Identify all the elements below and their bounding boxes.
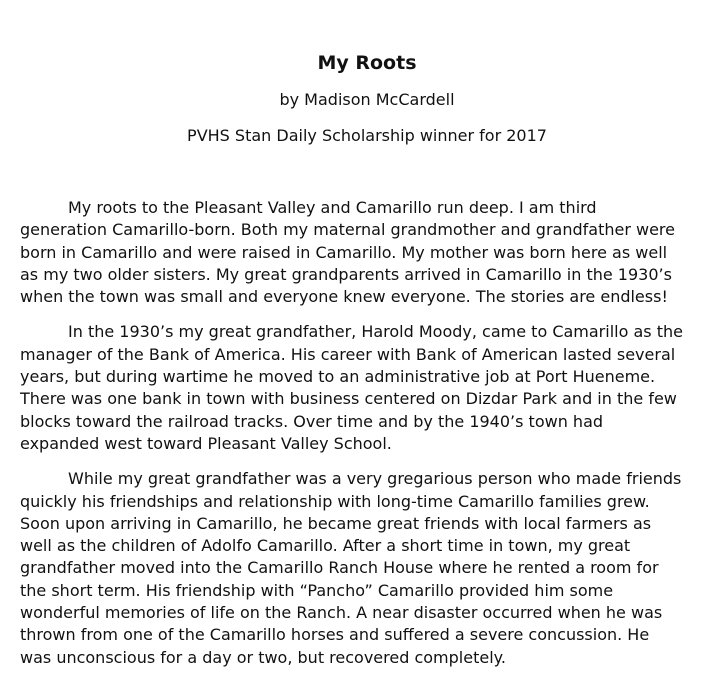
text-line: grandfather moved into the Camarillo Ranch House where he rented a room for (20, 558, 659, 578)
text-line: My roots to the Pleasant Valley and Camarillo run deep. I am third (68, 198, 597, 217)
text-line: Soon upon arriving in Camarillo, he became great friends with local farmers as (20, 513, 652, 533)
paragraph (20, 197, 720, 308)
text-line: manager of the Bank of America. His career with Bank of American lasted several (20, 344, 676, 364)
text-line: While my great grandfather was a very gregarious person who made friends (68, 469, 682, 489)
text-line: There was one bank in town with business centered on Dizdar Park and in the few (20, 389, 677, 409)
text-line: thrown from one of the Camarillo horses and suffered a severe concussion. He (20, 625, 650, 645)
text-line: when the town was small and everyone knew everyone. The stories are endless! (20, 287, 668, 307)
document-title: My Roots (317, 52, 417, 74)
text-line: expanded west toward Pleasant Valley School. (20, 433, 392, 453)
essay-body (20, 197, 720, 682)
text-line: years, but during wartime he moved to an administrative job at Port Hueneme. (20, 367, 656, 387)
award-line: PVHS Stan Daily Scholarship winner for 2017 (187, 126, 547, 145)
text-line: generation Camarillo-born. Both my maternal grandmother and grandfather were (20, 220, 675, 240)
text-line: In the 1930’s my great grandfather, Harold Moody, came to Camarillo as the (68, 322, 683, 342)
paragraph (20, 321, 720, 455)
text-line: well as the children of Adolfo Camarillo. After a short time in town, my great (20, 536, 631, 556)
text-line: as my two older sisters. My great grandparents arrived in Camarillo in the 1930’s (20, 264, 672, 284)
author-byline: by Madison McCardell (279, 90, 455, 109)
text-line: was unconscious for a day or two, but recovered completely. (20, 647, 506, 667)
text-line: quickly his friendships and relationship with long-time Camarillo families grew. (20, 491, 650, 511)
text-line: the short term. His friendship with “Pancho” Camarillo provided him some (20, 580, 614, 600)
text-line: blocks toward the railroad tracks. Over time and by the 1940’s town had (20, 411, 604, 431)
paragraph (20, 468, 720, 669)
text-line: born in Camarillo and were raised in Camarillo. My mother was born here as well (20, 242, 668, 262)
text-line: wonderful memories of life on the Ranch. A near disaster occurred when he was (20, 603, 663, 623)
